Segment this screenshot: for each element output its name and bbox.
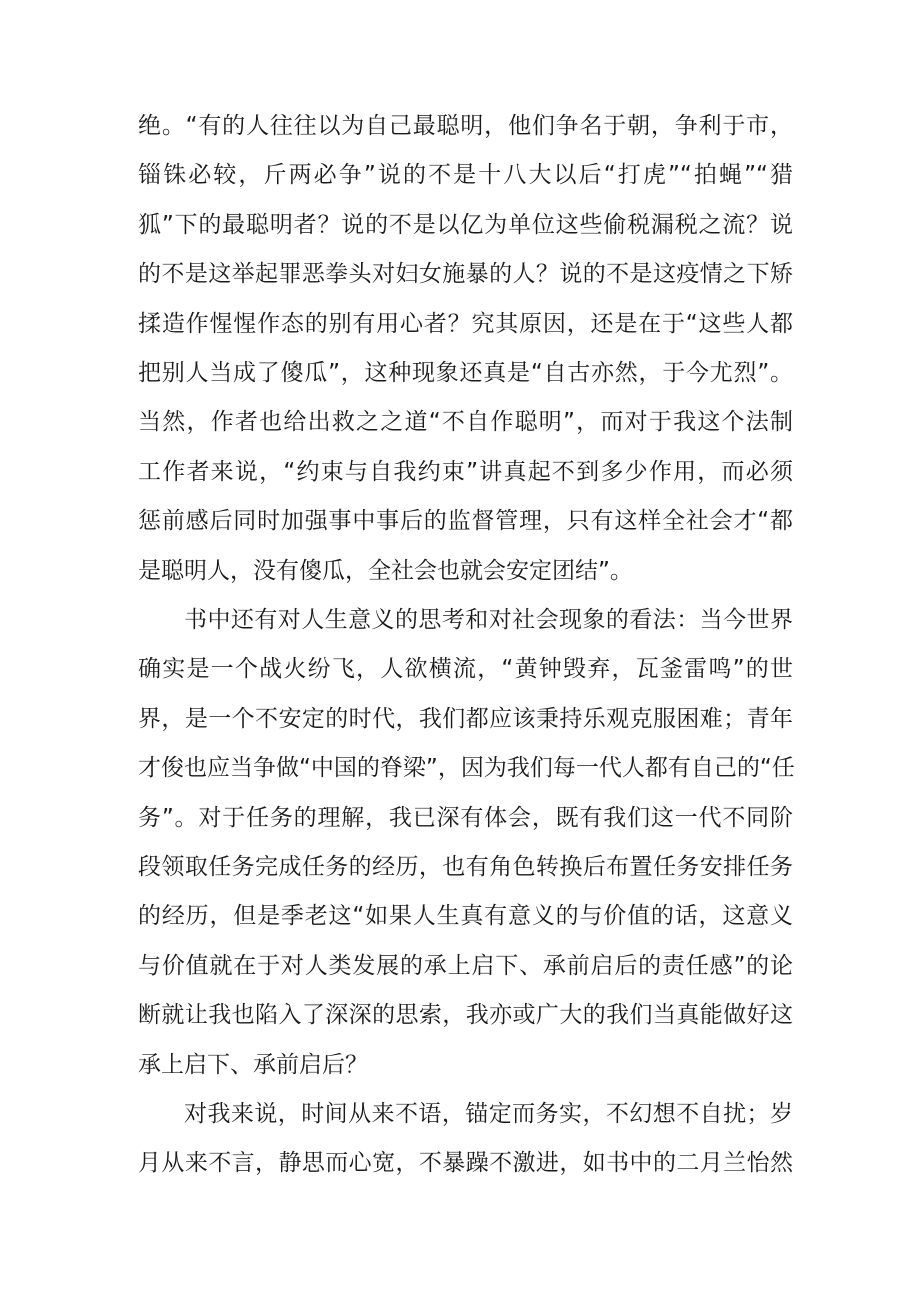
text-line: 月从来不言，静思而心宽，不暴躁不激进，如书中的二月兰怡然 — [138, 1150, 793, 1176]
text-line: 当然，作者也给出救之之道“不自作聪明”，而对于我这个法制 — [138, 409, 793, 435]
text-line: 书中还有对人生意义的思考和对社会现象的看法：当今世界 — [184, 607, 793, 633]
text-line: 的经历，但是季老这“如果人生真有意义的与价值的话，这意义 — [138, 903, 793, 929]
text-line: 锱铢必较，斤两必争”说的不是十八大以后“打虎”“拍蝇”“猎 — [138, 162, 793, 188]
text-line: 断就让我也陷入了深深的思索，我亦或广大的我们当真能做好这 — [138, 1002, 793, 1028]
text-line: 与价值就在于对人类发展的承上启下、承前启后的责任感”的论 — [138, 953, 793, 979]
text-line: 对我来说，时间从来不语，锚定而务实，不幻想不自扰；岁 — [184, 1101, 793, 1127]
text-line: 把别人当成了傻瓜”，这种现象还真是“自古亦然，于今尤烈”。 — [138, 360, 793, 386]
text-line: 务”。对于任务的理解，我已深有体会，既有我们这一代不同阶 — [138, 805, 793, 831]
text-line: 绝。“有的人往往以为自己最聪明，他们争名于朝，争利于市， — [138, 113, 793, 139]
text-line: 工作者来说，“约束与自我约束”讲真起不到多少作用，而必须 — [138, 459, 793, 485]
text-line: 承上启下、承前启后？ — [138, 1052, 368, 1078]
text-line: 狐”下的最聪明者？说的不是以亿为单位这些偷税漏税之流？说 — [138, 212, 793, 238]
text-line: 惩前感后同时加强事中事后的监督管理，只有这样全社会才“都 — [138, 508, 793, 534]
text-line: 是聪明人，没有傻瓜，全社会也就会安定团结”。 — [138, 558, 633, 584]
text-line: 揉造作惺惺作态的别有用心者？究其原因，还是在于“这些人都 — [138, 311, 793, 337]
text-line: 才俊也应当争做“中国的脊梁”，因为我们每一代人都有自己的“任 — [138, 755, 795, 781]
text-line: 段领取任务完成任务的经历，也有角色转换后布置任务安排任务 — [138, 854, 793, 880]
text-line: 确实是一个战火纷飞，人欲横流，“黄钟毁弃，瓦釜雷鸣”的世 — [138, 656, 793, 682]
text-line: 的不是这举起罪恶拳头对妇女施暴的人？说的不是这疫情之下矫 — [138, 261, 793, 287]
text-line: 界，是一个不安定的时代，我们都应该秉持乐观克服困难；青年 — [138, 706, 793, 732]
